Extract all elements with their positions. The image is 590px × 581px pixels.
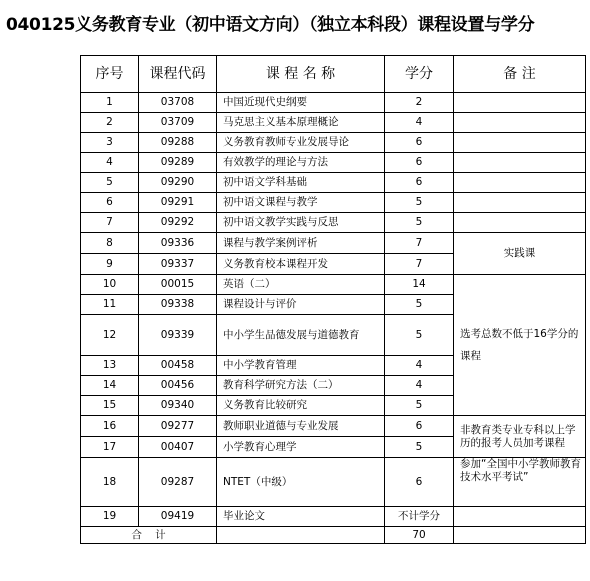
table-row	[81, 458, 586, 507]
row-code: 09288	[139, 133, 217, 153]
row-no: 5	[81, 173, 139, 193]
row-code: 09339	[139, 315, 217, 356]
row-name: 义务教育校本课程开发	[217, 254, 385, 275]
row-name: 小学教育心理学	[217, 437, 385, 458]
total-row	[81, 527, 586, 544]
table-header	[81, 56, 586, 93]
row-code: 09290	[139, 173, 217, 193]
row-no: 15	[81, 396, 139, 416]
row-name: 教师职业道德与专业发展	[217, 416, 385, 437]
row-no: 6	[81, 193, 139, 213]
row-no: 17	[81, 437, 139, 458]
row-credit: 6	[385, 458, 454, 507]
row-name: NTET（中级）	[217, 458, 385, 507]
row-credit: 2	[385, 93, 454, 113]
row-no: 11	[81, 295, 139, 315]
row-no: 2	[81, 113, 139, 133]
row-name: 马克思主义基本原理概论	[217, 113, 385, 133]
row-code: 09289	[139, 153, 217, 173]
row-code: 00015	[139, 275, 217, 295]
table-row	[81, 275, 586, 295]
row-credit: 5	[385, 437, 454, 458]
row-name: 中小学教育管理	[217, 356, 385, 376]
note-ntet: 参加“全国中小学教师教育技术水平考试”	[454, 458, 586, 507]
row-no: 16	[81, 416, 139, 437]
row-no: 3	[81, 133, 139, 153]
row-code: 09291	[139, 193, 217, 213]
row-credit: 14	[385, 275, 454, 295]
row-no: 7	[81, 213, 139, 233]
row-credit: 4	[385, 113, 454, 133]
page-title: 040125义务教育专业（初中语文方向）（独立本科段）课程设置与学分	[6, 15, 535, 35]
row-name: 初中语文课程与教学	[217, 193, 385, 213]
row-note-empty	[454, 193, 586, 213]
row-note-empty	[454, 113, 586, 133]
row-note-empty	[454, 93, 586, 113]
row-no: 12	[81, 315, 139, 356]
row-credit: 6	[385, 153, 454, 173]
row-code: 09337	[139, 254, 217, 275]
row-credit: 5	[385, 295, 454, 315]
course-table	[80, 55, 586, 544]
table-row	[81, 113, 586, 133]
row-name: 中国近现代史纲要	[217, 93, 385, 113]
table-row	[81, 213, 586, 233]
row-name: 毕业论文	[217, 507, 385, 527]
table-row	[81, 193, 586, 213]
row-no: 8	[81, 233, 139, 254]
row-credit: 7	[385, 254, 454, 275]
row-name: 义务教育比较研究	[217, 396, 385, 416]
row-no: 1	[81, 93, 139, 113]
row-credit: 6	[385, 416, 454, 437]
row-name: 初中语文学科基础	[217, 173, 385, 193]
row-credit: 不计学分	[385, 507, 454, 527]
row-name: 英语（二）	[217, 275, 385, 295]
row-code: 09336	[139, 233, 217, 254]
row-name: 课程设计与评价	[217, 295, 385, 315]
row-code: 03708	[139, 93, 217, 113]
row-note-empty	[454, 213, 586, 233]
row-code: 00458	[139, 356, 217, 376]
row-code: 03709	[139, 113, 217, 133]
row-code: 09419	[139, 507, 217, 527]
row-credit: 4	[385, 356, 454, 376]
row-credit: 5	[385, 193, 454, 213]
total-label: 合 计	[81, 527, 217, 544]
row-note-empty	[454, 173, 586, 193]
row-no: 10	[81, 275, 139, 295]
table-row	[81, 133, 586, 153]
note-elective: 选考总数不低于16学分的课程	[454, 275, 586, 416]
row-credit: 5	[385, 213, 454, 233]
row-credit: 5	[385, 315, 454, 356]
table-row	[81, 93, 586, 113]
table-row	[81, 153, 586, 173]
row-no: 9	[81, 254, 139, 275]
header-credit: 学分	[385, 56, 454, 93]
row-note-empty	[454, 507, 586, 527]
row-name: 教育科学研究方法（二）	[217, 376, 385, 396]
row-code: 00407	[139, 437, 217, 458]
row-name: 初中语文教学实践与反思	[217, 213, 385, 233]
note-practice: 实践课	[454, 233, 586, 275]
row-code: 09338	[139, 295, 217, 315]
row-credit: 6	[385, 173, 454, 193]
row-name: 义务教育教师专业发展导论	[217, 133, 385, 153]
row-credit: 4	[385, 376, 454, 396]
row-no: 18	[81, 458, 139, 507]
total-note-empty	[454, 527, 586, 544]
row-no: 14	[81, 376, 139, 396]
table-row	[81, 416, 586, 437]
row-code: 09287	[139, 458, 217, 507]
header-note: 备 注	[454, 56, 586, 93]
note-non-major: 非教育类专业专科以上学历的报考人员加考课程	[454, 416, 586, 458]
row-code: 09340	[139, 396, 217, 416]
row-credit: 7	[385, 233, 454, 254]
row-no: 19	[81, 507, 139, 527]
row-note-empty	[454, 133, 586, 153]
row-no: 13	[81, 356, 139, 376]
row-no: 4	[81, 153, 139, 173]
row-name: 有效教学的理论与方法	[217, 153, 385, 173]
row-name: 中小学生品德发展与道德教育	[217, 315, 385, 356]
table-row	[81, 507, 586, 527]
row-code: 09292	[139, 213, 217, 233]
row-code: 00456	[139, 376, 217, 396]
row-credit: 5	[385, 396, 454, 416]
row-code: 09277	[139, 416, 217, 437]
total-credit: 70	[385, 527, 454, 544]
header-no: 序号	[81, 56, 139, 93]
table-row	[81, 233, 586, 254]
header-name: 课 程 名 称	[217, 56, 385, 93]
table-row	[81, 173, 586, 193]
row-note-empty	[454, 153, 586, 173]
row-credit: 6	[385, 133, 454, 153]
row-name: 课程与教学案例评析	[217, 233, 385, 254]
total-empty	[217, 527, 385, 544]
header-code: 课程代码	[139, 56, 217, 93]
